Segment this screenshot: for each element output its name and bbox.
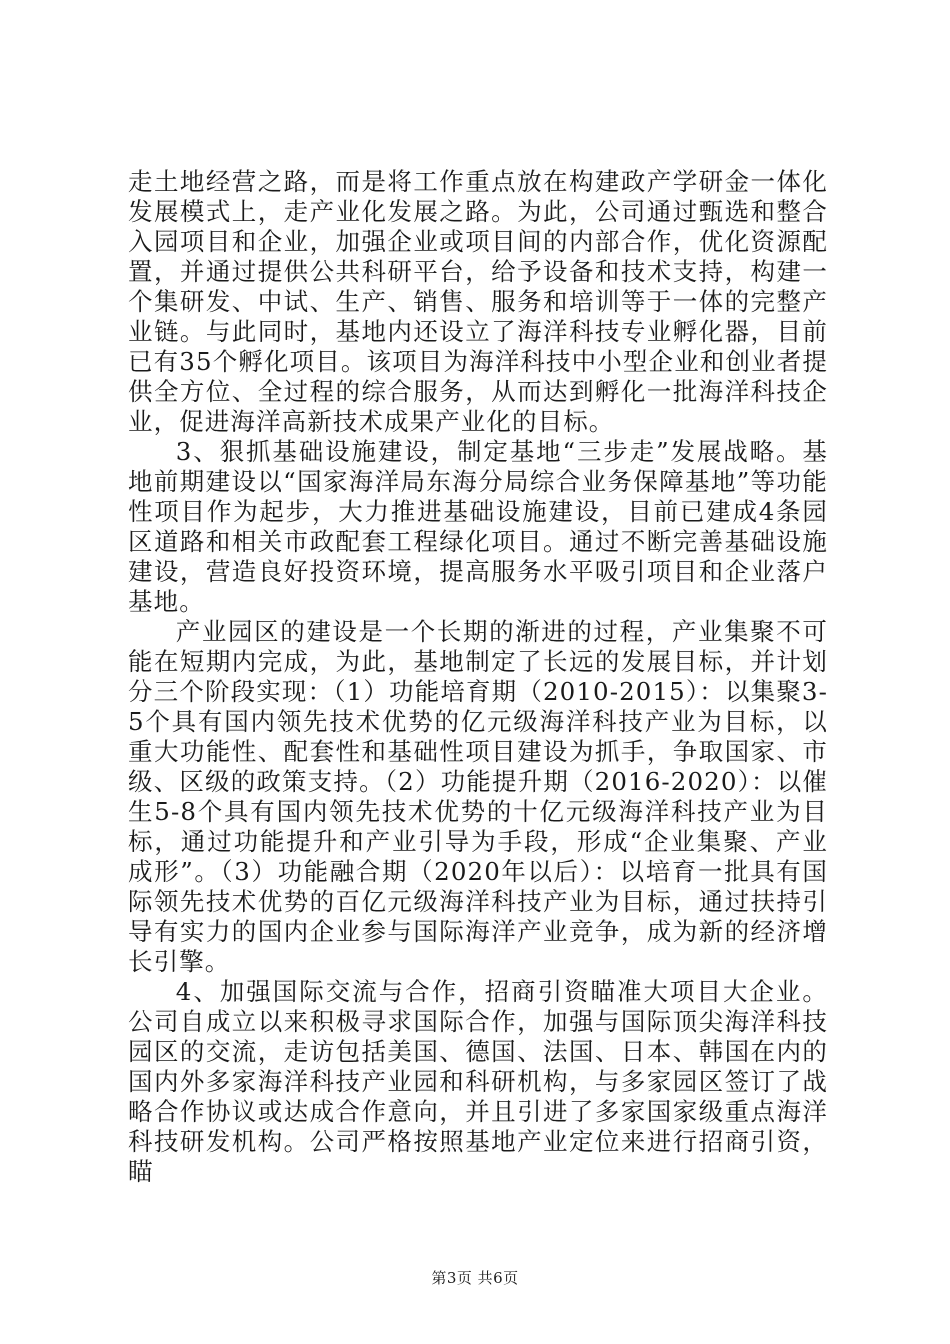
document-body bbox=[128, 167, 828, 1187]
paragraph-international-cooperation: 4、加强国际交流与合作，招商引资瞄准大项目大企业。公司自成立以来积极寻求国际合作，加强与国际顶尖海洋科技园区的交流，走访包括美国、德国、法国、日本、韩国在内的国内外多家海洋科技产业园和科研机构，与多家园区签订了战略合作协议或达成合作意向，并且引进了多家国家级重点海洋科技研发机构。公司严格按照基地产业定位来进行招商引资，瞄 bbox=[128, 977, 828, 1186]
paragraph-development-stages: 产业园区的建设是一个长期的渐进的过程，产业集聚不可能在短期内完成，为此，基地制定了长远的发展目标，并计划分三个阶段实现：（1）功能培育期（2010-2015）：以集聚3-5个具有国内领先技术优势的亿元级海洋科技产业为目标，以重大功能性、配套性和基础性项目建设为抓手，争取国家、市级、区级的政策支持。（2）功能提升期（2016-2020）：以催生5-8个具有国内领先技术优势的十亿元级海洋科技产业为目标，通过功能提升和产业引导为手段，形成“企业集聚、产业成形”。（3）功能融合期（2020年以后）：以培育一批具有国际领先技术优势的百亿元级海洋科技产业为目标，通过扶持引导有实力的国内企业参与国际海洋产业竞争，成为新的经济增长引擎。 bbox=[128, 617, 828, 976]
paragraph-continued: 走土地经营之路，而是将工作重点放在构建政产学研金一体化发展模式上，走产业化发展之路。为此，公司通过甄选和整合入园项目和企业，加强企业或项目间的内部合作，优化资源配置，并通过提供公共科研平台，给予设备和技术支持，构建一个集研发、中试、生产、销售、服务和培训等于一体的完整产业链。与此同时，基地内还设立了海洋科技专业孵化器，目前已有35个孵化项目。该项目为海洋科技中小型企业和创业者提供全方位、全过程的综合服务，从而达到孵化一批海洋科技企业，促进海洋高新技术成果产业化的目标。 bbox=[128, 167, 828, 436]
page-number-footer: 第3页 共6页 bbox=[431, 1269, 519, 1287]
paragraph-infrastructure: 3、狠抓基础设施建设，制定基地“三步走”发展战略。基地前期建设以“国家海洋局东海分局综合业务保障基地”等功能性项目作为起步，大力推进基础设施建设，目前已建成4条园区道路和相关市政配套工程绿化项目。通过不断完善基础设施建设，营造良好投资环境，提高服务水平吸引项目和企业落户基地。 bbox=[128, 437, 828, 616]
